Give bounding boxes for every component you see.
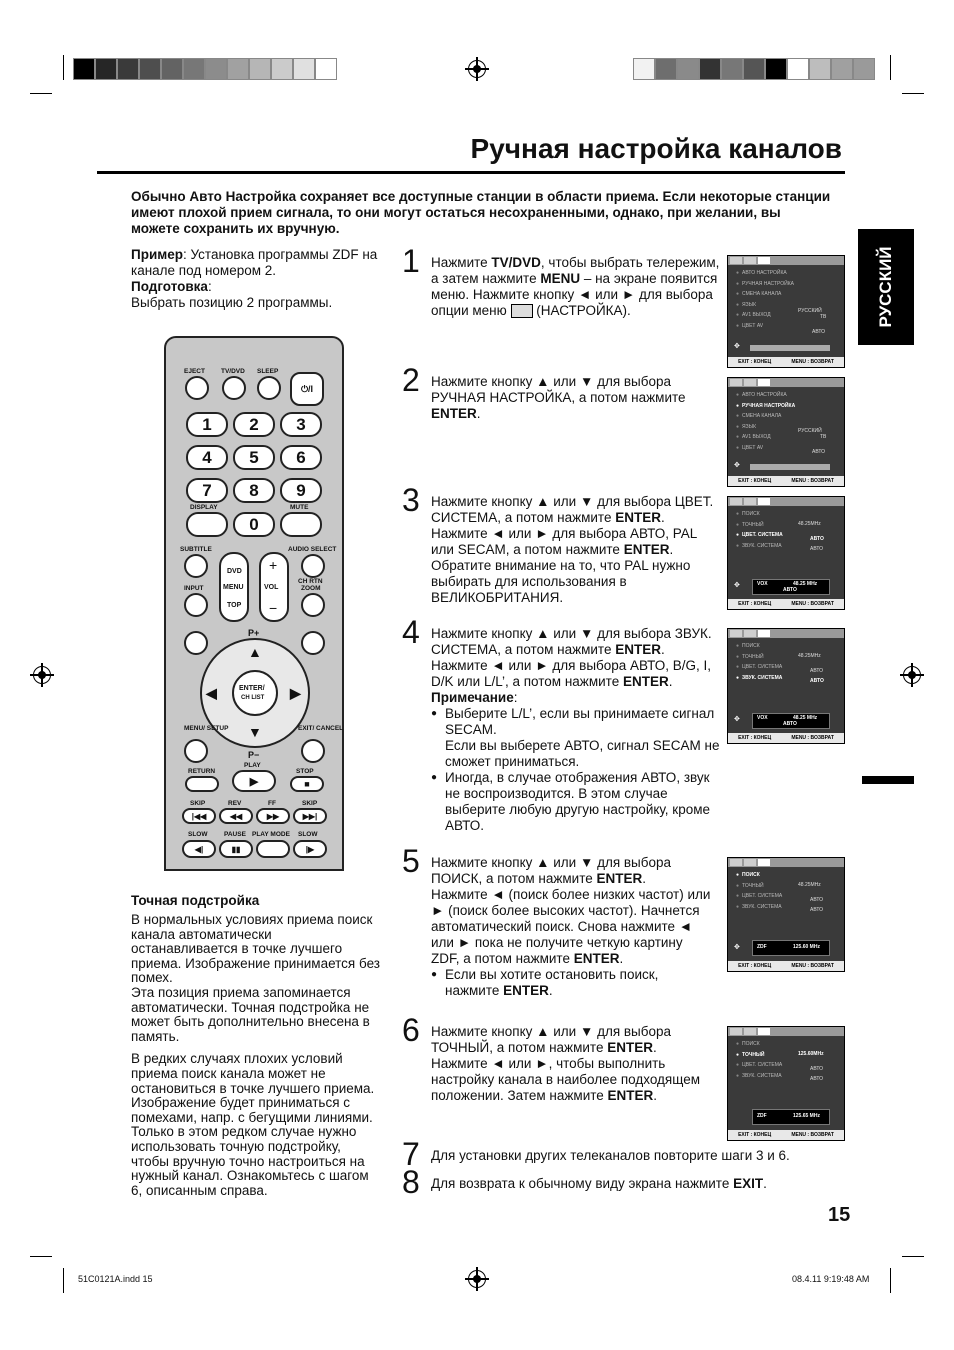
slow-back-button: ◀| [182,840,216,858]
zoom-label: ZOOM [301,585,321,592]
osd-value: АВТО [810,678,824,684]
osd-value: АВТО [812,449,826,455]
p-plus-label: P+ [248,628,260,638]
osd-item: ● ЗВУК. СИСТЕМА [736,902,844,913]
page-number: 15 [828,1204,851,1226]
step-text-part: . [652,1040,657,1055]
step-text-part: MENU [540,271,581,286]
osd-item-selected: ● ЦВЕТ. СИСТЕМА [736,530,844,541]
fine-tuning-p2: Эта позиция приема запоминается автоматически. Точная подстройка не может быть дополнительно внесена в память. [131,984,370,1044]
play-button: ▶ [232,770,276,792]
color-swatch [721,58,743,80]
step-text-part: . [476,406,481,421]
color-swatch [831,58,853,80]
skip-back-button: |◀◀ [182,808,216,824]
color-swatch [743,58,765,80]
step-text-part: EXIT [733,1176,764,1191]
osd-footer-menu: MENU : ВОЗВРАТ [791,735,834,741]
eject-button [185,376,209,400]
pause-label: PAUSE [224,831,246,838]
osd-item: ● ЦВЕТ. СИСТЕМА [736,891,844,902]
dvd-menu-rocker [219,552,249,622]
crop-mark [30,93,52,94]
step-text-part: . [668,674,673,689]
step-6-text [431,1024,716,1104]
color-swatch [95,58,117,80]
enter-button [232,670,278,716]
osd-item: ● ЦВЕТ. СИСТЕМА [736,662,844,673]
exit-cancel-button [301,739,325,763]
step-text-part: – на экране появится меню. Нажмите кнопку ◄ или ► для выбора опции меню [431,271,718,318]
vol-label: VOL [264,584,279,591]
osd-nav-icon: ✥ [734,716,740,723]
osd-value: 125.60MHz [798,1051,824,1057]
osd-screen-3: ● ПОИСК ● ТОЧНЫЙ ● ЦВЕТ. СИСТЕМА ● ЗВУК. СИСТЕМА 48.25MHz АВТО АВТО ✥ VOX 48.25 MHz АВТО EXIT : КОНЕЦ MENU : ВОЗВРАТ [727,496,845,610]
subtitle-label: SUBTITLE [180,546,212,553]
tab-marker [862,776,914,784]
ch-list-label: CH LIST [241,695,265,701]
prep-colon: : [207,279,212,294]
step-text-part: Для возврата к обычному виду экрана нажмите [431,1176,734,1191]
audio-select-label: AUDIO SELECT [288,546,337,553]
color-button-left [184,631,208,655]
step-text-part: Нажмите [431,255,492,270]
osd-value: АВТО [810,536,824,542]
osd-item: ● ПОИСК [736,1039,844,1050]
ch-rtn-button [301,593,325,617]
color-swatch [249,58,271,80]
slow-label: SLOW [188,831,208,838]
step-text-part: Нажмите кнопку ▲ или ▼ для выбора ПОИСК, а потом нажмите [431,855,672,886]
step-text-part: Выберите L/L’, если вы принимаете сигнал SECAM. [445,706,715,737]
language-tab [858,229,914,345]
step-text-part: . [642,871,647,886]
color-swatch [73,58,95,80]
volume-down-icon: − [269,600,278,616]
osd-footer-exit: EXIT : КОНЕЦ [738,478,772,484]
osd-value: ТВ [820,314,827,320]
step-text-part: . [660,510,665,525]
osd-item: ● ПОИСК [736,509,844,520]
osd-value: АВТО [812,329,826,335]
osd-item-selected: ● ТОЧНЫЙ [736,1050,844,1061]
left-arrow-icon: ◀ [206,685,217,701]
ch-rtn-label: CH RTN [298,578,323,585]
step-number: 6 [402,1012,420,1048]
prep-label: Подготовка [131,279,208,294]
step-text-part: Примечание [431,690,514,705]
stop-button: ■ [290,776,324,792]
step-text-part: Если вы хотите остановить поиск, нажмите [445,967,659,998]
osd-value: АВТО [810,1076,824,1082]
crop-mark [890,1268,891,1293]
top-label: TOP [227,602,242,609]
osd-value: АВТО [810,546,824,552]
menu-setup-button [184,739,208,763]
footer-file: 51C0121A.indd 15 [78,1274,153,1284]
step-text-part: ENTER [607,1088,654,1103]
prep-text: Выбрать позицию 2 программы. [131,295,333,310]
rev-button: ◀◀ [219,808,253,824]
crop-mark [902,93,924,94]
skip-forward-button: ▶▶| [293,808,327,824]
osd-nav-icon: ✥ [734,582,740,589]
input-button [184,593,208,617]
osd-footer-exit: EXIT : КОНЕЦ [738,735,772,741]
osd-item: ● АВТО НАСТРОЙКА [736,268,844,279]
return-button [185,776,219,792]
osd-item: ● ЯЗЫК [736,422,844,433]
color-swatch [205,58,227,80]
step-number: 5 [402,843,420,879]
step-text-part: . [763,1176,767,1191]
grayscale-bar-right [633,58,875,80]
step-text-part: ENTER [431,406,477,421]
step-text-part: Обратите внимание на то, что PAL нужно выбирать для использования в ВЕЛИКОБРИТАНИЯ. [431,558,691,605]
mute-button [280,512,322,537]
step-text-part: ENTER [615,642,661,657]
step-number: 1 [402,243,420,279]
slow-forward-button: |▶ [293,840,327,858]
step-text-part: (НАСТРОЙКА). [532,303,631,318]
registration-mark-icon [468,60,486,78]
step-text-part: . [548,983,553,998]
down-arrow-icon: ▼ [248,724,262,740]
color-swatch [633,58,655,80]
color-swatch [853,58,875,80]
osd-value: АВТО [810,897,824,903]
osd-slider [750,345,830,351]
step-text-part: ENTER [615,510,661,525]
step-text-part: . [660,642,665,657]
step-text-part: Нажмите кнопку ▲ или ▼ для выбора ЦВЕТ. СИСТЕМА, а потом нажмите [431,494,714,525]
osd-value: АВТО [810,907,824,913]
digit-1-button: 1 [186,412,228,437]
color-swatch [117,58,139,80]
osd-item: ● ТОЧНЫЙ [736,881,844,892]
step-text-part: TV/DVD [491,255,541,270]
digit-3-button: 3 [280,412,322,437]
step-text-part: Нажмите ◄ или ► для выбора АВТО, B/G, I, D/K или L/L’, а потом нажмите [431,658,712,689]
digit-5-button: 5 [233,445,275,470]
ff-label: FF [268,800,276,807]
volume-rocker [259,552,289,622]
step-8-text [431,1176,851,1192]
color-swatch [699,58,721,80]
osd-item: ● ЦВЕТ AV [736,443,844,454]
osd-item: ● AV1 ВЫХОД [736,310,844,321]
display-label: DISPLAY [190,504,218,511]
display-button [186,512,228,537]
menu-setup-label: MENU/ SETUP [184,725,229,732]
input-label: INPUT [184,585,204,592]
step-text-part: ENTER [596,871,643,886]
step-5-text [431,855,711,999]
step-text-part: Нажмите ◄ или ► для выбора АВТО, PAL или SECAM, а потом нажмите [431,526,697,557]
step-number: 8 [402,1164,420,1200]
osd-footer-menu: MENU : ВОЗВРАТ [791,601,834,607]
step-text-part: . [619,951,624,966]
osd-footer-exit: EXIT : КОНЕЦ [738,963,772,969]
remote-control-illustration [164,336,344,871]
osd-footer-exit: EXIT : КОНЕЦ [738,359,772,365]
osd-item: ● СМЕНА КАНАЛА [736,289,844,300]
crop-mark [902,1256,924,1257]
step-text-part: ENTER [607,1040,653,1055]
right-arrow-icon: ▶ [290,685,301,701]
osd-footer-exit: EXIT : КОНЕЦ [738,601,772,607]
osd-item: ● AV1 ВЫХОД [736,432,844,443]
registration-mark-icon [903,666,921,684]
osd-footer-menu: MENU : ВОЗВРАТ [791,478,834,484]
step-4-text [431,626,721,834]
osd-value: 48.25MHz [798,882,821,888]
color-swatch [227,58,249,80]
step-text-part: Нажмите кнопку ▲ или ▼ для выбора ЗВУК. СИСТЕМА, а потом нажмите [431,626,712,657]
color-swatch [271,58,293,80]
play-mode-label: PLAY MODE [252,831,290,838]
sleep-label: SLEEP [257,368,279,375]
ff-button: ▶▶ [256,808,290,824]
crop-mark [63,1268,64,1293]
osd-item: ● ЯЗЫК [736,300,844,311]
registration-mark-icon [468,1270,486,1288]
osd-footer-menu: MENU : ВОЗВРАТ [791,1132,834,1138]
osd-footer-exit: EXIT : КОНЕЦ [738,1132,772,1138]
osd-item: ● СМЕНА КАНАЛА [736,411,844,422]
step-text-part: Нажмите кнопку ▲ или ▼ для выбора ТОЧНЫЙ, а потом нажмите [431,1024,672,1055]
color-swatch [293,58,315,80]
tvdvd-button [222,376,246,400]
osd-slider [750,464,830,470]
menu-label: MENU [223,584,244,591]
color-button-right [301,631,325,655]
osd-nav-icon: ✥ [734,944,740,951]
osd-screen-2 [727,377,845,487]
osd-item: ● ТОЧНЫЙ [736,520,844,531]
step-3-text [431,494,721,606]
osd-item: ● АВТО НАСТРОЙКА [736,390,844,401]
title-rule [97,171,845,174]
color-swatch [315,58,337,80]
osd-item: ● ТОЧНЫЙ [736,652,844,663]
fine-tuning-title: Точная подстройка [131,893,260,908]
osd-item: ● ЦВЕТ AV [736,321,844,332]
step-text-part: . [653,1088,658,1103]
osd-value: ТВ [820,434,827,440]
osd-value: 48.25MHz [798,653,821,659]
subtitle-button [184,554,208,578]
step-text-part: ENTER [503,983,549,998]
footer-date: 08.4.11 9:19:48 AM [792,1274,870,1284]
color-swatch [677,58,699,80]
step-text-part: , чтобы выбрать телережим, а затем нажмите [431,255,720,286]
dvd-label: DVD [227,568,242,575]
osd-item-selected: ● ПОИСК [736,870,844,881]
exit-cancel-label: EXIT/ CANCEL [298,725,344,732]
osd-item: ● ЗВУК. СИСТЕМА [736,541,844,552]
osd-item: ● ЗВУК. СИСТЕМА [736,1071,844,1082]
step-text-part: . [669,542,674,557]
color-swatch [809,58,831,80]
step-text-part: ENTER [573,951,620,966]
color-swatch [183,58,205,80]
osd-screen-6: ● ПОИСК ● ТОЧНЫЙ ● ЦВЕТ. СИСТЕМА ● ЗВУК. СИСТЕМА 125.60MHz АВТО АВТО ZDF 125.65 MHz EXIT : КОНЕЦ MENU : ВОЗВРАТ [727,1026,845,1141]
osd-footer-menu: MENU : ВОЗВРАТ [791,963,834,969]
osd-value: РУССКИЙ [798,308,822,314]
fine-tuning-section [131,893,381,1198]
step-text-part: Нажмите кнопку ▲ или ▼ для выбора РУЧНАЯ НАСТРОЙКА, а потом нажмите [431,374,686,405]
volume-up-icon: + [269,557,278,573]
sleep-button [257,376,281,400]
step-text-part [445,706,721,770]
osd-item-selected: ● РУЧНАЯ НАСТРОЙКА [736,401,844,412]
mute-label: MUTE [290,504,309,511]
osd-item: ● ПОИСК [736,641,844,652]
color-swatch [787,58,809,80]
fine-tuning-p1: В нормальных условиях приема поиск канала автоматически останавливается в точке лучшего приема. Изображение принимается без помех. [131,912,380,986]
p-minus-label: P− [248,750,260,760]
eject-label: EJECT [184,368,205,375]
fine-tuning-p3: В редких случаях плохих условий приема поиск канала может не остановиться в точке лучшего приема. Изображение будет приниматься с помехами, напр. с бегущими линиями. [131,1051,375,1125]
color-swatch [765,58,787,80]
page-title: Ручная настройка каналов [470,133,842,164]
step-text-part: Нажмите ◄ (поиск более низких частот) или ► (поиск более высоких частот). Начнется автоматический поиск. Снова нажмите ◄ или ► пока не получите четкую картину ZDF, а потом нажмите [431,887,711,966]
osd-item-selected: ● ЗВУК. СИСТЕМА [736,673,844,684]
registration-mark-icon [33,666,51,684]
osd-value: АВТО [810,1066,824,1072]
step-number: 3 [402,482,420,518]
play-mode-button [256,840,290,858]
step-text-part: Если вы выберете АВТО, сигнал SECAM не сможет приниматься. [445,738,720,769]
step-number: 7 [402,1136,420,1172]
audio-select-button [301,554,325,578]
digit-9-button: 9 [280,478,322,503]
skip-label: SKIP [190,800,206,807]
osd-nav-icon: ✥ [734,462,740,469]
osd-nav-icon: ✥ [734,343,740,350]
step-2-text [431,374,721,422]
osd-footer-menu: MENU : ВОЗВРАТ [791,359,834,365]
return-label: RETURN [188,768,216,775]
settings-menu-icon [511,304,533,318]
crop-mark [30,1256,52,1257]
osd-screen-5: ● ПОИСК ● ТОЧНЫЙ ● ЦВЕТ. СИСТЕМА ● ЗВУК. СИСТЕМА 48.25MHz АВТО АВТО ✥ ZDF 125.60 MHz EXIT : КОНЕЦ MENU : ВОЗВРАТ [727,857,845,972]
digit-8-button: 8 [233,478,275,503]
play-label: PLAY [244,762,261,769]
skip-label-right: SKIP [302,800,318,807]
pause-button: ▮▮ [219,840,253,858]
digit-7-button: 7 [186,478,228,503]
digit-6-button: 6 [280,445,322,470]
example-text: : Установка программы ZDF на канале под номером 2. [131,247,378,278]
osd-screen-1 [727,255,845,368]
step-text-part: ENTER [622,674,669,689]
fine-tuning-p4: Только в этом редком случае нужно использовать точную подстройку, чтобы вручную точно настроиться на нужный канал. Ознакомьтесь с шагом 6, описанным справа. [131,1124,369,1198]
grayscale-bar-left [73,58,337,80]
osd-value: РУССКИЙ [798,428,822,434]
tvdvd-label: TV/DVD [221,368,245,375]
color-swatch [139,58,161,80]
step-text-part: ENTER [623,542,670,557]
osd-item: ● ЦВЕТ. СИСТЕМА [736,1060,844,1071]
example-label: Пример [131,247,183,262]
digit-2-button: 2 [233,412,275,437]
color-swatch [161,58,183,80]
slow-label-right: SLOW [298,831,318,838]
digit-0-button: 0 [233,512,275,537]
color-swatch [655,58,677,80]
enter-label: ENTER/ [239,685,265,692]
example-block [131,247,386,311]
osd-value: АВТО [810,668,824,674]
osd-screen-4: ● ПОИСК ● ТОЧНЫЙ ● ЦВЕТ. СИСТЕМА ● ЗВУК. СИСТЕМА 48.25MHz АВТО АВТО ✥ VOX 48.25 MHz АВТО EXIT : КОНЕЦ MENU : ВОЗВРАТ [727,628,845,744]
intro-text: Обычно Авто Настройка сохраняет все доступные станции в области приема. Если некоторые станции имеют плохой прием сигнала, то они могут остаться несохраненными, однако, при желании, вы можете сохранить их вручную. [131,189,831,236]
step-7-text: Для установки других телеканалов повторите шаги 3 и 6. [431,1148,790,1163]
rev-label: REV [228,800,242,807]
power-button: ⏻/I [290,372,324,406]
crop-mark [63,55,64,80]
language-tab-label: РУССКИЙ [876,246,895,328]
stop-label: STOP [296,768,314,775]
osd-value: 48.25MHz [798,521,821,527]
digit-4-button: 4 [186,445,228,470]
step-text-part: : [513,690,518,705]
step-text-part: Нажмите ◄ или ►, чтобы выполнить настройку канала в наиболее подходящем положении. Затем нажмите [431,1056,700,1103]
step-number: 2 [402,362,420,398]
osd-item: ● РУЧНАЯ НАСТРОЙКА [736,279,844,290]
step-number: 4 [402,614,420,650]
up-arrow-icon: ▲ [248,644,262,660]
step-1-text [431,255,721,319]
crop-mark [890,55,891,80]
step-text-part [445,967,711,999]
step-text-part: ● Иногда, в случае отображения АВТО, звук не воспроизводится. В этом случае выберите любую другую настройку, кроме АВТО. [445,770,721,834]
